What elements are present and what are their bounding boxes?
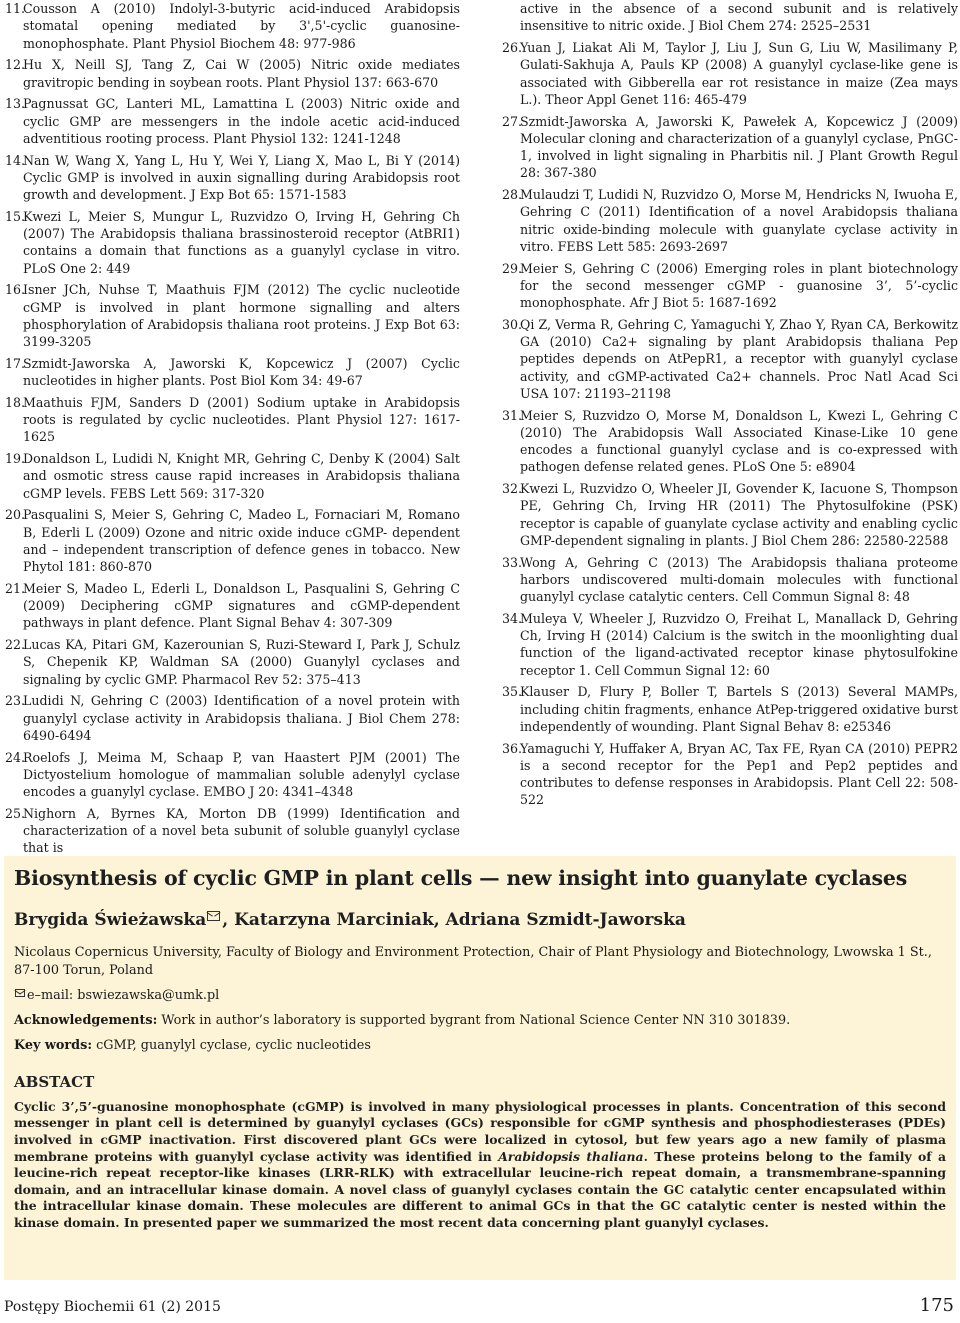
reference-text: Isner JCh, Nuhse T, Maathuis FJM (2012) The cyclic nucleotide cGMP is involved in plant hormone signalling and alters phosphorylation of Arabidopsis thaliana root proteins. J Exp Bot 63: 3199-3205 [23,282,460,349]
reference-item [502,113,958,182]
reference-text: Pasqualini S, Meier S, Gehring C, Madeo L, Fornaciari M, Romano B, Ederli L (2009) Ozone and nitric oxide induce cGMP- dependent and – independent transcription of defence genes in tobacco. New Phytol 181: 860-870 [23,507,460,574]
keywords-text: cGMP, guanylyl cyclase, cyclic nucleotides [92,1037,371,1053]
abstract-text-part2: . These proteins belong to the family of a leucine-rich repeat receptor-like kinases (LRR-RLK) with extracellular leucine-rich repeat domain, a transmembrane-spanning domain, and an intracellular kinase domain. A novel class of guanylyl cyclases contain the GC catalytic center encapsulated within the intracellular kinase domain. These molecules are different to animal GCs in that the GC catalytic center is nested within the kinase domain. In presented paper we summarized the most recent data concerning plant guanylyl cyclases. [14,1148,946,1231]
reference-text: Mulaudzi T, Ludidi N, Ruzvidzo O, Morse M, Hendricks N, Iwuoha E, Gehring C (2011) Identification of a novel Arabidopsis thaliana nitric oxide-binding molecule with guanylate cyclase activity in vitro. FEBS Lett 585: 2693-2697 [520,187,958,254]
reference-number: 25. [5,805,26,821]
reference-number: 32. [502,481,523,496]
reference-text: Lucas KA, Pitari GM, Kazerounian S, Ruzi-Steward I, Park J, Schulz S, Chepenik KP, Waldman SA (2000) Guanylyl cyclases and signaling by cyclic GMP. Pharmacol Rev 52: 375–413 [23,637,460,687]
author-list [14,910,946,930]
reference-number: 11. [5,1,26,16]
reference-number: 20. [5,507,26,523]
reference-item [5,450,460,502]
reference-item [5,580,460,632]
reference-text: Muleya V, Wheeler J, Ruzvidzo O, Freihat L, Manallack D, Gehring Ch, Irving H (2014) Calcium is the switch in the moonlighting dual function of the ligand-activated receptor kinase phytosulfokine receptor 1. Cell Commun Signal 12: 60 [520,610,958,678]
references-right-column [502,0,958,813]
reference-number: 23. [5,693,26,709]
reference-item [5,95,460,147]
reference-item [5,394,460,446]
reference-item [5,749,460,801]
reference-item [5,506,460,575]
reference-number: 19. [5,451,26,466]
acknowledgements [14,1013,946,1028]
reference-number: 24. [5,749,26,765]
reference-text: Meier S, Madeo L, Ederli L, Donaldson L, Pasqualini S, Gehring C (2009) Deciphering cGMP signatures and cGMP-dependent pathways in plant defence. Plant Signal Behav 4: 307-309 [23,580,460,631]
reference-item [502,407,958,476]
reference-number: 30. [502,316,523,332]
reference-item [5,692,460,744]
reference-item [502,39,958,108]
reference-item [5,805,460,857]
article-title: Biosynthesis of cyclic GMP in plant cells — new insight into guanylate cyclases [14,866,908,890]
reference-number: 34. [502,610,523,626]
reference-text: Nan W, Wang X, Yang L, Hu Y, Wei Y, Liang X, Mao L, Bi Y (2014) Cyclic GMP is involved in auxin signalling during Arabidopsis root growth and development. J Exp Bot 65: 1571-1583 [23,152,460,202]
reference-number: 16. [5,282,26,298]
reference-text: Ludidi N, Gehring C (2003) Identification of a novel protein with guanylyl cyclase activity in Arabidopsis thaliana. J Biol Chem 278: 6490-6494 [23,693,460,743]
reference-text: Roelofs J, Meima M, Schaap P, van Haastert PJM (2001) The Dictyostelium homologue of mammalian soluble adenylyl cyclase encodes a guanylyl cyclase. EMBO J 20: 4341–4348 [23,749,460,799]
reference-item [5,636,460,688]
envelope-icon [207,911,220,921]
reference-number: 22. [5,637,26,652]
reference-text: Qi Z, Verma R, Gehring C, Yamaguchi Y, Zhao Y, Ryan CA, Berkowitz GA (2010) Ca2+ signaling by plant Arabidopsis thaliana Pep peptides depends on AtPepR1, a receptor with guanylyl cyclase activity, and cGMP-activated Ca2+ channels. Proc Natl Acad Sci USA 107: 21193–21198 [520,316,958,401]
acknowledgements-label: Acknowledgements: [14,1012,158,1028]
keywords-label: Key words: [14,1037,93,1053]
abstract-species-name: Arabidopsis thaliana [498,1148,644,1164]
email-text[interactable]: e–mail: bswiezawska@umk.pl [27,987,220,1003]
reference-number: 12. [5,57,26,73]
references-left-column [5,0,460,861]
reference-text: Donaldson L, Ludidi N, Knight MR, Gehring C, Denby K (2004) Salt and osmotic stress cause rapid increases in Arabidopsis thaliana cGMP levels. FEBS Lett 569: 317-320 [23,451,460,501]
reference-item [5,355,460,390]
envelope-icon [15,989,25,997]
reference-item [502,610,958,679]
reference-item [502,740,958,809]
reference-number: 14. [5,152,26,168]
reference-number: 18. [5,394,26,410]
reference-text: Hu X, Neill SJ, Tang Z, Cai W (2005) Nitric oxide mediates gravitropic bending in soybean roots. Plant Physiol 137: 663-670 [23,57,460,90]
keywords [14,1038,946,1053]
reference-number: 27. [502,113,523,129]
reference-text: Klauser D, Flury P, Boller T, Bartels S (2013) Several MAMPs, including chitin fragments, enhance AtPep-triggered oxidative burst independently of wounding. Plant Signal Behav 8: e25346 [520,684,958,734]
reference-item [5,56,460,91]
reference-item [502,554,958,606]
reference-number: 13. [5,96,26,112]
corresponding-author: Brygida Świeżawska [14,910,207,930]
page-number: 175 [919,1295,954,1316]
reference-number: 28. [502,187,523,202]
acknowledgements-text: Work in author’s laboratory is supported bygrant from National Science Center NN 310 301839. [157,1012,791,1028]
reference-text: Maathuis FJM, Sanders D (2001) Sodium uptake in Arabidopsis roots is regulated by cyclic nucleotides. Plant Physiol 127: 1617-1625 [23,394,460,445]
reference-number: 36. [502,740,523,756]
reference-text: Kwezi L, Meier S, Mungur L, Ruzvidzo O, Irving H, Gehring Ch (2007) The Arabidopsis thaliana brassinosteroid receptor (AtBRI1) contains a domain that functions as a guanylyl cyclase in vitro. PLoS One 2: 449 [23,208,460,276]
reference-item [502,316,958,402]
reference-text: Nighorn A, Byrnes KA, Morton DB (1999) Identification and characterization of a novel beta subunit of soluble guanylyl cyclase that is [23,805,460,856]
reference-number: 17. [5,355,26,371]
reference-text: Wong A, Gehring C (2013) The Arabidopsis thaliana proteome harbors undiscovered multi-domain molecules with functional guanylyl cyclase catalytic centers. Cell Commun Signal 8: 48 [520,554,958,604]
reference-text: Meier S, Gehring C (2006) Emerging roles in plant biotechnology for the second messenger cGMP - guanosine 3’, 5’-cyclic monophosphate. Afr J Biot 5: 1687-1692 [520,260,958,310]
reference-continuation-text: active in the absence of a second subunit and is relatively insensitive to nitric oxide. J Biol Chem 274: 2525–2531 [520,1,958,34]
journal-footer: Postępy Biochemii 61 (2) 2015 [4,1299,221,1315]
reference-item [5,0,460,52]
reference-number: 21. [5,580,26,596]
reference-number: 31. [502,407,523,423]
abstract-text-part1: Cyclic 3’,5’-guanosine monophosphate (cGMP) is involved in many physiological processes in plants. Concentration of this second messenger in plant cell is determined by guanylyl cyclases (GCs) responsible for cGMP synthesis and phosphodiesterases (PDEs) involved in cGMP inactivation. First discovered plant GCs were localized in cytosol, but few years ago a new family of plasma membrane proteins with guanylyl cyclase activity was identified in [14,1098,946,1164]
reference-continuation [502,0,958,35]
reference-item [502,260,958,312]
reference-text: Cousson A (2010) Indolyl-3-butyric acid-induced Arabidopsis stomatal opening mediated by 3',5'-cyclic guanosine-monophosphate. Plant Physiol Biochem 48: 977-986 [23,1,460,51]
article-header-box [4,856,956,1280]
abstract-body [14,1099,946,1232]
abstract-heading: ABSTACT [14,1072,95,1091]
reference-text: Szmidt-Jaworska A, Jaworski K, Kopcewicz J (2007) Cyclic nucleotides in higher plants. Post Biol Kom 34: 49-67 [23,355,460,388]
reference-text: Pagnussat GC, Lanteri ML, Lamattina L (2003) Nitric oxide and cyclic GMP are messengers in the indole acetic acid-induced adventitious rooting process. Plant Physiol 132: 1241-1248 [23,96,460,146]
reference-number: 26. [502,40,523,55]
reference-number: 35. [502,684,523,700]
email-line [14,988,946,1003]
reference-number: 29. [502,260,523,276]
reference-item [5,281,460,350]
reference-item [502,186,958,255]
reference-text: Yamaguchi Y, Huffaker A, Bryan AC, Tax FE, Ryan CA (2010) PEPR2 is a second receptor for the Pep1 and Pep2 peptides and contributes to defense responses in Arabidopsis. Plant Cell 22: 508-522 [520,740,958,808]
reference-text: Meier S, Ruzvidzo O, Morse M, Donaldson L, Kwezi L, Gehring C (2010) The Arabidopsis Wall Associated Kinase-Like 10 gene encodes a functional guanylyl cyclase and is co-expressed with pathogen defense related genes. PLoS One 5: e8904 [520,407,958,475]
reference-item [502,480,958,549]
affiliation: Nicolaus Copernicus University, Faculty of Biology and Environment Protection, Chair of Plant Physiology and Biotechnology, Lwowska 1 St., 87-100 Torun, Poland [14,945,932,978]
reference-item [502,683,958,735]
reference-text: Szmidt-Jaworska A, Jaworski K, Pawełek A, Kopcewicz J (2009) Molecular cloning and characterization of a guanylyl cyclase, PnGC-1, involved in light signaling in Pharbitis nil. J Plant Growth Regul 28: 367-380 [520,113,958,181]
reference-number: 15. [5,208,26,224]
reference-text: Kwezi L, Ruzvidzo O, Wheeler JI, Govender K, Iacuone S, Thompson PE, Gehring Ch, Irving HR (2011) The Phytosulfokine (PSK) receptor is capable of guanylate cyclase activity and enabling cyclic GMP-dependent signaling in plants. J Biol Chem 286: 22580-22588 [520,481,958,548]
other-authors: , Katarzyna Marciniak, Adriana Szmidt-Jaworska [222,910,686,930]
reference-item [5,208,460,277]
reference-number: 33. [502,554,523,570]
reference-item [5,152,460,204]
reference-text: Yuan J, Liakat Ali M, Taylor J, Liu J, Sun G, Liu W, Masilimany P, Gulati-Sakhuja A, Pauls KP (2008) A guanylyl cyclase-like gene is associated with Gibberella ear rot resistance in maize (Zea mays L.). Theor Appl Genet 116: 465-479 [520,40,958,107]
